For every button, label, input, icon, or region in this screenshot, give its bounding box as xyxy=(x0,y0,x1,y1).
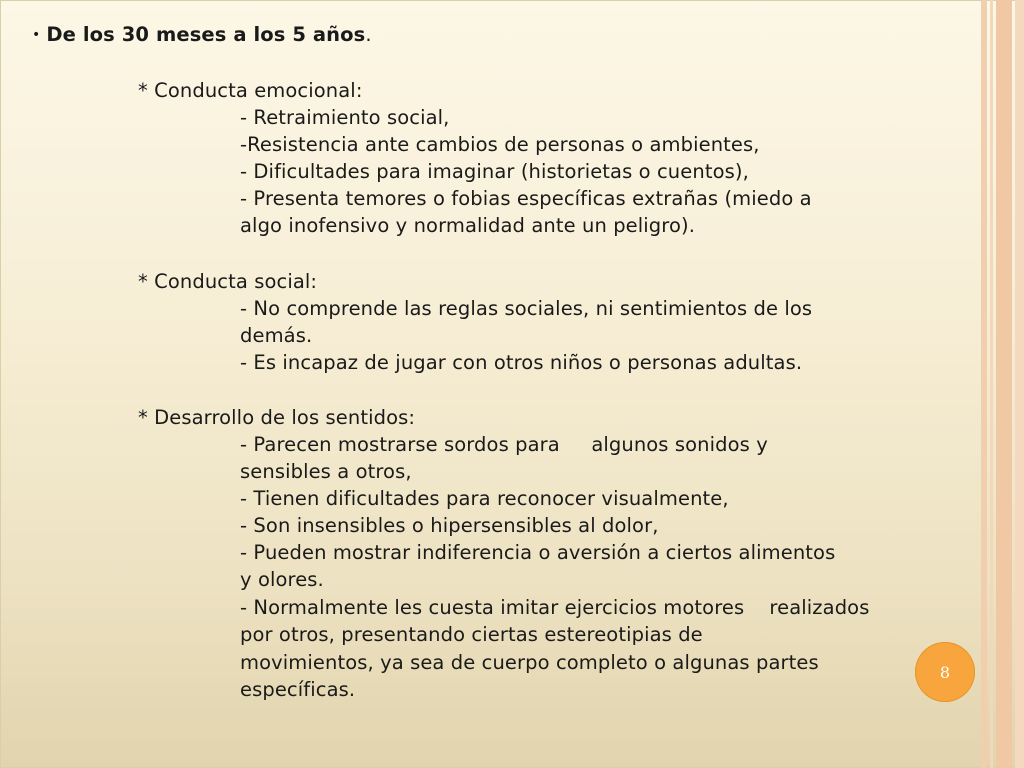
section-line: movimientos, ya sea de cuerpo completo o algunas partes xyxy=(240,651,819,674)
section-line: - Son insensibles o hipersensibles al dolor, xyxy=(240,514,659,537)
section-line: por otros, presentando ciertas estereotipias de xyxy=(240,623,703,646)
decorative-stripe xyxy=(981,0,987,768)
bullet-icon: • xyxy=(32,27,41,43)
heading-title: De los 30 meses a los 5 años xyxy=(46,23,366,46)
heading-suffix: . xyxy=(365,23,372,46)
decorative-stripe xyxy=(990,0,993,768)
section-line: - Dificultades para imaginar (historietas o cuentos), xyxy=(240,160,749,183)
section-line: - Pueden mostrar indiferencia o aversión a ciertos alimentos xyxy=(240,541,836,564)
decorative-stripe xyxy=(996,0,1012,768)
section-line: - Parecen mostrarse sordos para algunos sonidos y xyxy=(240,433,768,456)
section-line: - Presenta temores o fobias específicas extrañas (miedo a xyxy=(240,187,812,210)
section-line: sensibles a otros, xyxy=(240,460,412,483)
page-number: 8 xyxy=(939,662,951,682)
section-title-conducta-social: * Conducta social: xyxy=(138,270,318,293)
section-line: - Tienen dificultades para reconocer visualmente, xyxy=(240,487,729,510)
section-line: - No comprende las reglas sociales, ni sentimientos de los xyxy=(240,297,813,320)
section-line: demás. xyxy=(240,324,313,347)
section-title-conducta-emocional: * Conducta emocional: xyxy=(138,79,363,102)
section-line: - Es incapaz de jugar con otros niños o personas adultas. xyxy=(240,351,803,374)
slide-heading xyxy=(32,21,372,51)
page-number-badge xyxy=(915,642,975,702)
section-line: algo inofensivo y normalidad ante un peligro). xyxy=(240,214,696,237)
section-line: - Retraimiento social, xyxy=(240,106,450,129)
decorative-stripe xyxy=(1015,0,1024,768)
section-line: -Resistencia ante cambios de personas o ambientes, xyxy=(240,133,760,156)
section-line: y olores. xyxy=(240,568,324,591)
section-title-desarrollo-sentidos: * Desarrollo de los sentidos: xyxy=(138,406,416,429)
section-line: - Normalmente les cuesta imitar ejercicios motores realizados xyxy=(240,596,870,619)
section-line: específicas. xyxy=(240,678,356,701)
